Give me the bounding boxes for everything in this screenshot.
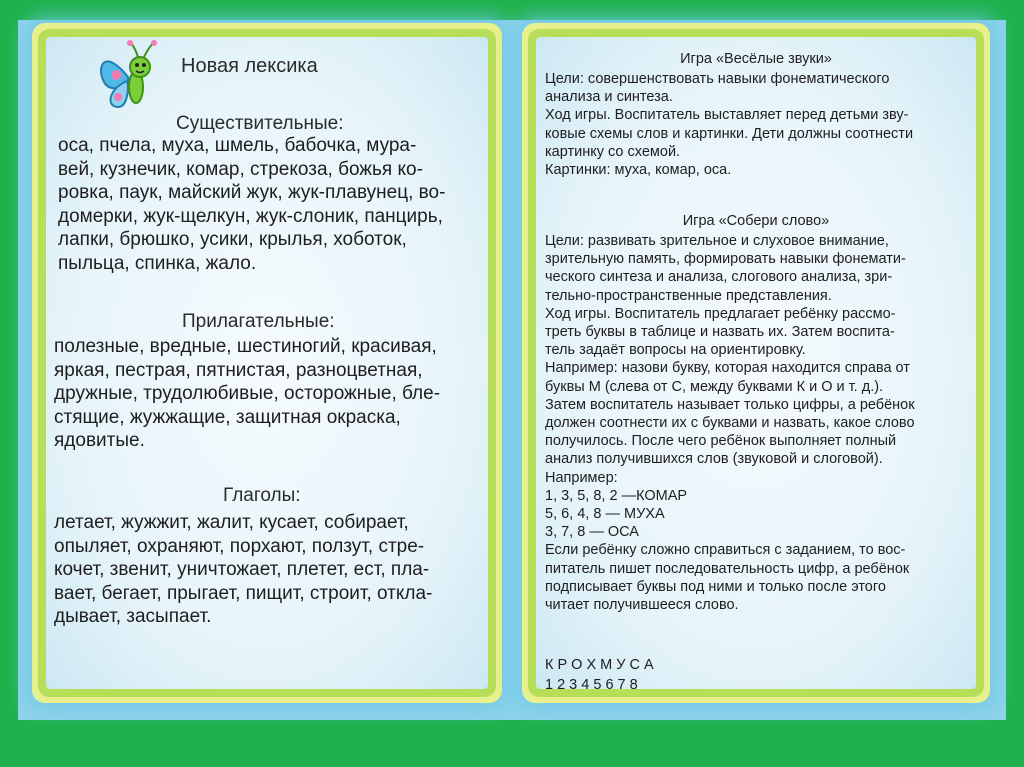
letters-row: К Р О Х М У С А (545, 657, 654, 673)
numbers-row: 1 2 3 4 5 6 7 8 (545, 677, 638, 689)
game2-title: Игра «Собери слово» (682, 213, 830, 229)
game1-text: Цели: совершенствовать навыки фонематического анализа и синтеза. Ход игры. Воспитатель выставляет перед детьми зву- ковые схемы слов и картинки. Дети должны соотнести картинку со схемой. Картинки: муха, комар, оса. (545, 71, 914, 179)
page-title: Новая лексика (181, 55, 318, 77)
verbs-heading: Глаголы: (223, 485, 301, 506)
left-page (46, 37, 488, 689)
nouns-text: оса, пчела, муха, шмель, бабочка, мура- вей, кузнечик, комар, стрекоза, божья ко- ровка, паук, майский жук, жук-плавунец, во- домерки, жук-щелкун, жук-слоник, панцирь, лапки, брюшко, усики, крылья, хоботок, пыльца, спинка, жало. (58, 135, 446, 274)
butterfly-icon (94, 37, 164, 113)
verbs-text: летает, жужжит, жалит, кусает, собирает, опыляет, охраняют, порхают, ползут, стре- кочет, звенит, уничтожает, плетет, ест, пла- вает, бегает, прыгает, пищит, строит, откла- дывает, засыпает. (54, 512, 433, 628)
right-page (536, 37, 976, 689)
adjectives-text: полезные, вредные, шестиногий, красивая, яркая, пестрая, пятнистая, разноцветная, дружные, трудолюбивые, осторожные, бле- стящие, жужжащие, защитная окраска, ядовитые. (54, 336, 441, 452)
nouns-heading: Существительные: (176, 113, 344, 134)
adjectives-heading: Прилагательные: (182, 311, 335, 332)
game1-title: Игра «Весёлые звуки» (680, 51, 832, 67)
game2-text: Цели: развивать зрительное и слуховое внимание, зрительную память, формировать навыки фонемати- ческого синтеза и анализа, слогового анализа, зри- тельно-пространственные представления. Ход игры. Воспитатель предлагает ребёнку рассмо- треть буквы в таблице и назвать их. Затем воспита- тель задаёт вопросы на ориентировку. Например: назови букву, которая находится справа от буквы М (слева от С, между буквами К и О и т. д.). Затем воспитатель называет только цифры, а ребёнок должен соотнести их с буквами и назвать, какое слово получилось. После чего ребёнок выполняет полный анализ получившихся слов (звуковой и слоговой). Например: 1, 3, 5, 8, 2 —КОМАР 5, 6, 4, 8 — МУХА 3, 7, 8 — ОСА Если ребёнку сложно справиться с заданием, то вос- питатель пишет последовательность цифр, а ребёнок подписывает буквы под ними и только после этого читает получившееся слово. (545, 233, 915, 614)
